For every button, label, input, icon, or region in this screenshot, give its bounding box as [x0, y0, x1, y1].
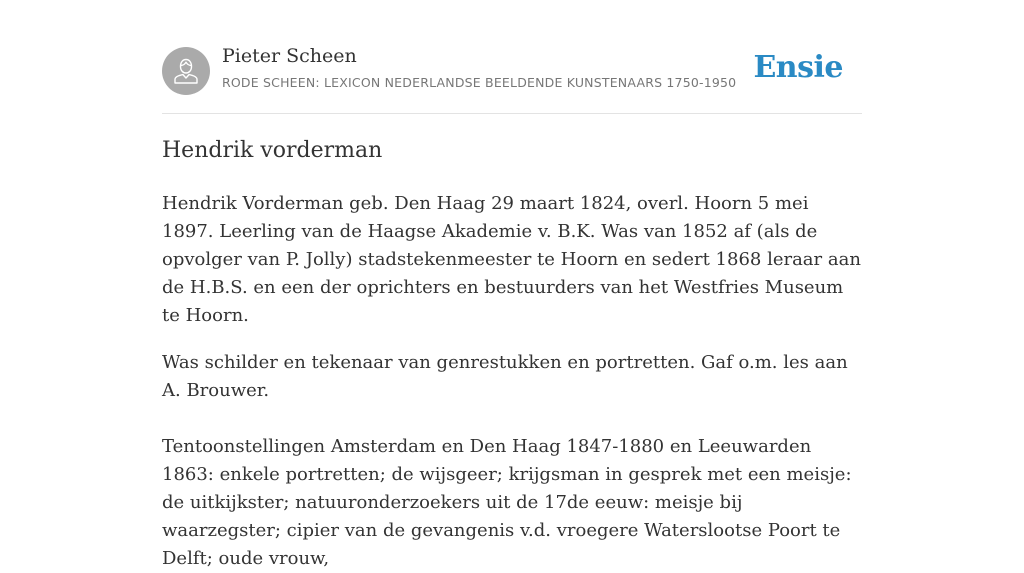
article-header	[162, 0, 862, 114]
paragraph-biography: Hendrik Vorderman geb. Den Haag 29 maart 1824, overl. Hoorn 5 mei 1897. Leerling van de Haagse Akademie v. B.K. Was van 1852 af (als de opvolger van P. Jolly) stadstekenmeester te Hoorn en sedert 1868 leraar aan de H.B.S. en een der oprichters en bestuurders van het Westfries Museum te Hoorn.	[162, 193, 861, 326]
paragraph-exhibitions: Tentoonstellingen Amsterdam en Den Haag 1847-1880 en Leeuwarden 1863: enkele portretten; de wijsgeer; krijgsman in gesprek met een meisje: de uitkijkster; natuuronderzoekers uit de 17de eeuw: meisje bij waarzegster; cipier van de gevangenis v.d. vroegere Waterslootse Poort te Delft; oude vrouw,	[162, 436, 852, 569]
ensie-logo[interactable]: Ensie	[753, 50, 843, 85]
author-name[interactable]: Pieter Scheen	[222, 45, 357, 67]
page-container	[162, 0, 862, 569]
user-icon	[171, 56, 201, 86]
article-body	[162, 190, 862, 573]
source-label[interactable]: RODE SCHEEN: LEXICON NEDERLANDSE BEELDENDE KUNSTENAARS 1750-1950	[222, 75, 737, 90]
paragraph-work: Was schilder en tekenaar van genrestukken en portretten. Gaf o.m. les aan A. Brouwer.	[162, 352, 848, 401]
article-title: Hendrik vorderman	[162, 138, 383, 163]
avatar[interactable]	[162, 47, 210, 95]
